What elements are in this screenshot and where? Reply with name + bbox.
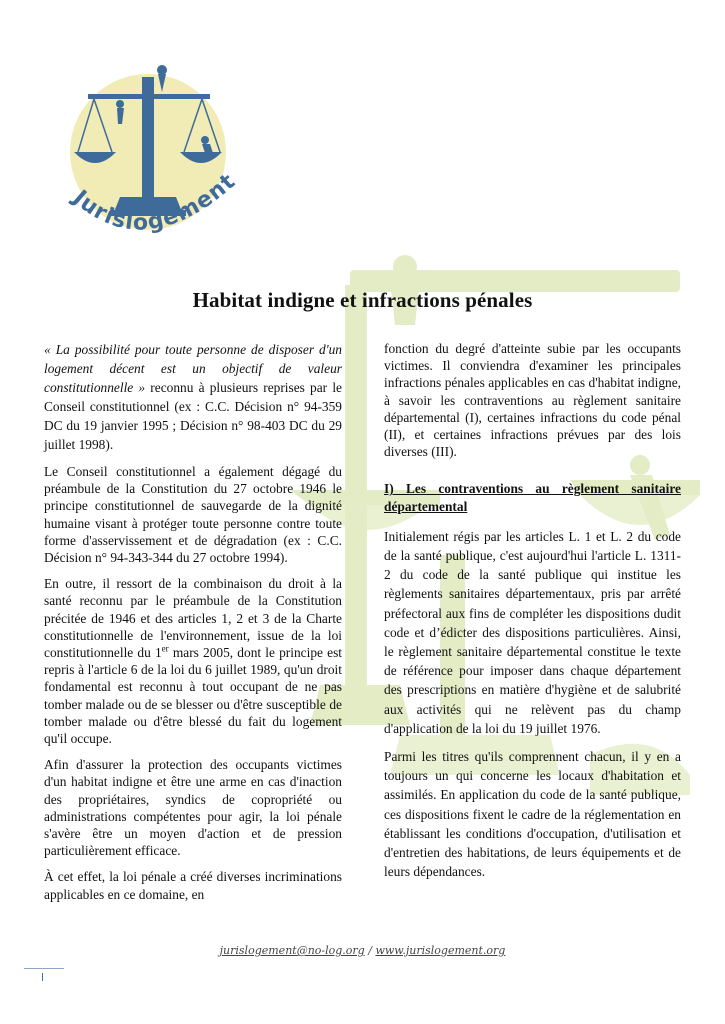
paragraph-health-right-part1: En outre, il ressort de la combinaison du droit à la santé reconnu par le préambule de la Constitution précitée de 1946 et des articles 1, 2 et 3 de la Charte constitutionnelle de l'environnement, issue de la loi constitutionnelle du 1 [44,576,342,661]
footer-rule [24,968,64,969]
right-column [384,340,681,890]
logo-wordmark: Jurislogement [68,168,241,236]
paragraph-intro-rest: reconnu à plusieurs reprises par le Conseil constitutionnel (ex : C.C. Décision n° 94-359 DC du 19 janvier 1995 ; Décision n° 98-403 DC du 29 juillet 1998). [44,380,342,452]
footer-separator: / [364,944,376,957]
paragraph-overview: fonction du degré d'atteinte subie par les occupants victimes. Il conviendra d'examiner les principales infractions pénales applicables en cas d'habitat indigne, à savoir les contraventions au règlement sanitaire départemental (I), certaines infractions du code pénal (II), et certaines infractions prévues par des lois diverses (III). [384,341,681,460]
superscript-er: er [161,643,169,654]
left-column [44,340,342,912]
footer-website-link[interactable]: www.jurislogement.org [375,944,506,957]
paragraph-dignity: Le Conseil constitutionnel a également dégagé du préambule de la Constitution du 27 octobre 1946 le principe constitutionnel de sauvegarde de la dignité humaine visant à protéger toute personne contre toute forme d'asservissement et de dégradation (ex : C.C. Décision n° 94-343-344 du 27 octobre 1994). [44,464,342,566]
paragraph-titles: Parmi les titres qu'ils comprennent chacun, il y en a toujours un qui concerne les locaux d'habitation et assimilés. En application du code de la santé publique, ces dispositions fixent le cadre de la réglementation en établissant les conditions d'occupation, d'utilisation et d'entretien des habitations, de leurs équipements et de leurs dépendances. [384,749,681,880]
page-footer [0,944,725,957]
jurislogement-logo [50,52,255,262]
page-marker [42,973,43,981]
section-heading-1: I) Les contraventions au règlement sanitaire départemental [384,481,681,514]
constitutional-quote: « La possibilité pour toute personne de disposer d'un logement décent est un objectif de valeur constitutionnelle » [44,342,342,395]
page-title: Habitat indigne et infractions pénales [192,288,533,312]
paragraph-health-right-part2: mars 2005, dont le principe est repris à l'article 6 de la loi du 6 juillet 1989, qu'un droit fondamental est reconnu à tout occupant de ne pas tomber malade ou de se blesser ou d'être susceptible de tomber malade ou d'être blessé du fait du logement qu'il occupe. [44,645,342,747]
paragraph-intro [44,340,342,454]
paragraph-rsd: Initialement régis par les articles L. 1 et L. 2 du code de la santé publique, c'est aujourd'hui l'article L. 1311-2 du code de la santé publique qui institue les règlements sanitaires départementaux, pris par arrêté préfectoral aux fins de compléter les dispositions dudit code et d’édicter des dispositions particulières. Ainsi, le règlement sanitaire départemental constitue le texte de référence pour imposer dans chaque département des prescriptions en matière d'hygiène et de salubrité aux activités qui ne relèvent pas du champ d'application de la loi du 19 juillet 1976. [384,528,681,736]
paragraph-health-right [44,575,342,747]
paragraph-incriminations: À cet effet, la loi pénale a créé diverses incriminations applicables en ce domaine, en [44,869,342,902]
footer-email-link[interactable]: jurislogement@no-log.org [219,944,365,957]
paragraph-protection: Afin d'assurer la protection des occupants victimes d'un habitat indigne et être une arme en cas d'inaction des propriétaires, syndics de copropriété ou administrations compétentes pour agir, la loi pénale s'avère être un moyen d'action et de pression particulièrement efficace. [44,757,342,859]
